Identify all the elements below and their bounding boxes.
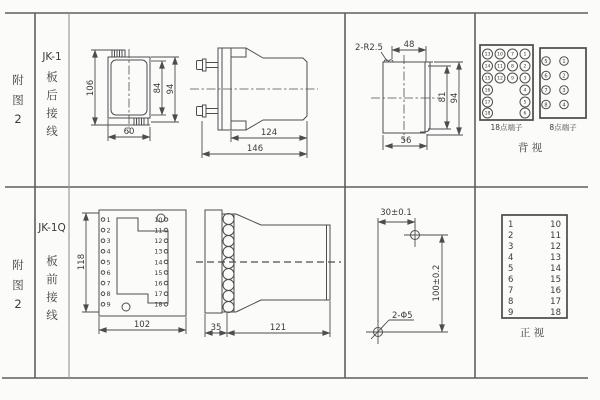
terminal-number: 4 (106, 247, 111, 256)
terminal-number: 13 (484, 52, 491, 58)
wiring-char: 线 (46, 308, 58, 322)
wiring-char: 线 (46, 124, 58, 138)
terminal-number: 6 (523, 111, 527, 117)
table-number: 1 (508, 220, 514, 230)
terminal-number: 4 (523, 88, 527, 94)
table-number: 12 (550, 242, 561, 252)
front-view-label: 正 视 (519, 327, 545, 339)
terminal-block-8-circles (542, 57, 569, 109)
wiring-char: 接 (46, 106, 58, 120)
terminal-number: 5 (544, 58, 548, 65)
table-number: 7 (508, 286, 514, 296)
dim-text: 106 (86, 79, 96, 97)
mounting-hole (122, 303, 130, 311)
terminal-circle (101, 228, 105, 232)
dim-text: 102 (133, 320, 151, 330)
table-number: 9 (508, 308, 514, 318)
dimension-56 (383, 134, 427, 150)
dimension-81 (428, 66, 451, 129)
terminal-number: 13 (154, 247, 163, 256)
dimension-corner-radius (355, 43, 387, 61)
model-name: JK-1Q (38, 222, 66, 234)
terminal-number: 2 (523, 64, 527, 70)
table-number: 4 (508, 253, 514, 263)
terminal-number: 8 (511, 64, 514, 70)
plate-terminals (101, 216, 168, 309)
terminal-number: 16 (154, 279, 163, 288)
dim-text: 56 (400, 136, 412, 146)
wiring-char: 接 (46, 290, 58, 304)
terminal-circle (101, 260, 105, 264)
terminal-screw-column (223, 214, 234, 313)
table-number: 15 (550, 275, 561, 285)
socket-side-drawing (196, 210, 341, 337)
terminal-number: 10 (154, 215, 163, 224)
terminal-circle (164, 292, 168, 296)
terminal-circle (101, 250, 105, 254)
terminal-circle (101, 281, 105, 285)
terminal-number: 11 (497, 64, 503, 70)
terminal-number: 8 (106, 290, 111, 299)
front-terminal-table (502, 215, 567, 339)
terminal-number: 2 (562, 73, 566, 80)
terminal-number: 7 (511, 52, 514, 58)
dimension-118 (77, 213, 99, 312)
figure-char: 附 (12, 258, 24, 272)
terminal-number: 5 (106, 258, 111, 267)
figure-char: 2 (14, 112, 22, 126)
terminal-screw (223, 291, 234, 302)
dimension-30 (378, 208, 415, 222)
terminal-screw (223, 214, 234, 225)
dimension-84 (151, 61, 166, 115)
dimension-102 (99, 317, 186, 334)
terminal-circle (101, 218, 105, 222)
figure-char: 图 (12, 278, 24, 292)
terminal-screw (223, 302, 234, 313)
terminal-block-18-circles (483, 49, 531, 118)
dim-text: 100±0.2 (432, 264, 442, 302)
dim-text: 124 (260, 128, 278, 138)
terminal-number: 1 (562, 58, 566, 65)
terminal-circle (101, 239, 105, 243)
plate-outline (99, 210, 186, 316)
terminal-number: 17 (484, 100, 491, 106)
drilling-plan-drawing (366, 208, 448, 344)
block18-label: 18点端子 (490, 123, 523, 132)
terminal-number: 16 (484, 88, 491, 94)
terminal-number: 15 (484, 76, 491, 82)
hole-callout (371, 311, 414, 339)
dim-text: 2-R2.5 (355, 43, 383, 53)
terminal-number: 4 (562, 102, 566, 109)
drill-hole-top (404, 224, 448, 247)
terminal-screw (223, 280, 234, 291)
wiring-char: 前 (46, 272, 58, 286)
terminal-number: 9 (511, 76, 514, 82)
terminal-number: 11 (154, 226, 163, 235)
figure-label-top (12, 73, 24, 126)
figure-label-bottom (12, 258, 24, 311)
terminal-number: 12 (497, 76, 503, 82)
terminal-number: 3 (523, 76, 527, 82)
terminal-number: 5 (523, 100, 527, 106)
dimension-124 (231, 121, 307, 142)
table-number: 17 (550, 297, 561, 307)
terminal-screw (223, 269, 234, 280)
terminal-number: 1 (523, 52, 527, 58)
row-bottom (12, 208, 567, 344)
table-number: 5 (508, 264, 514, 274)
wiring-char: 板 (46, 70, 58, 84)
model-name: JK-1 (42, 51, 62, 63)
table-number: 11 (550, 231, 561, 241)
terminal-circle (101, 303, 105, 307)
relay-side-view-drawing (190, 48, 318, 158)
table-numbers (508, 220, 561, 318)
terminal-screw (223, 247, 234, 258)
terminal-circle (164, 281, 168, 285)
dim-text: 84 (153, 82, 163, 94)
terminal-screw (223, 225, 234, 236)
table-number: 6 (508, 275, 514, 285)
table-number: 3 (508, 242, 514, 252)
dim-text: 118 (77, 253, 87, 271)
socket-plate-drawing (77, 210, 186, 334)
dimension-106 (86, 50, 150, 125)
dim-text: 2-Φ5 (392, 311, 413, 321)
terminal-number: 14 (484, 64, 491, 70)
dim-text: 35 (210, 323, 222, 333)
dim-text: 121 (269, 323, 287, 333)
dim-text: 94 (166, 83, 176, 95)
terminal-number: 1 (106, 215, 111, 224)
dim-text: 146 (246, 144, 264, 154)
table-number: 16 (550, 286, 561, 296)
terminal-number: 3 (562, 87, 566, 94)
terminal-number: 7 (106, 279, 111, 288)
terminal-screw (223, 236, 234, 247)
terminal-number: 3 (106, 237, 111, 246)
wiring-char: 板 (46, 254, 58, 268)
dimension-100 (432, 235, 442, 332)
dim-text: 94 (450, 92, 460, 104)
dim-text: 81 (438, 91, 448, 103)
terminal-number: 15 (154, 268, 163, 277)
terminal-screw (223, 258, 234, 269)
table-number: 2 (508, 231, 514, 241)
relay-front-view-drawing (86, 49, 179, 141)
row-top (12, 40, 586, 158)
terminal-circle (164, 260, 168, 264)
figure-char: 2 (14, 297, 22, 311)
mounting-bolt-bottom (197, 105, 219, 117)
terminal-circle (101, 292, 105, 296)
terminal-circle (164, 239, 168, 243)
terminal-circle (164, 271, 168, 275)
table-number: 8 (508, 297, 514, 307)
terminal-circle (101, 271, 105, 275)
block8-label: 8点端子 (549, 123, 577, 132)
terminal-number: 2 (106, 226, 111, 235)
relay-profile-drawing (355, 40, 463, 150)
terminal-number: 12 (154, 237, 163, 246)
terminal-number: 7 (544, 87, 548, 94)
figure-char: 附 (12, 73, 24, 87)
terminal-circle (164, 250, 168, 254)
terminal-number: 17 (154, 290, 163, 299)
dim-text: 60 (123, 127, 135, 137)
terminal-hatch-bottom (134, 118, 148, 125)
terminal-number: 18 (154, 300, 163, 309)
rear-view-label: 背 视 (517, 142, 543, 154)
wiring-char: 后 (46, 88, 58, 102)
drill-hole-bottom (366, 320, 448, 344)
table-number: 13 (550, 253, 561, 263)
table-number: 18 (550, 308, 561, 318)
table-number: 10 (550, 220, 561, 230)
model-label-top (41, 51, 61, 138)
dim-text: 30±0.1 (380, 208, 412, 218)
terminal-number: 8 (544, 102, 548, 109)
terminal-number: 18 (484, 111, 491, 117)
mounting-bolt-top (197, 59, 219, 71)
model-label-bottom (37, 222, 66, 322)
dimension-48 (392, 40, 426, 62)
terminal-number: 14 (154, 258, 163, 267)
figure-char: 图 (12, 93, 24, 107)
dim-text: 48 (403, 40, 415, 50)
terminal-hatch-top (112, 50, 125, 57)
terminal-number: 6 (106, 268, 111, 277)
rear-terminal-views (480, 45, 586, 154)
table-number: 14 (550, 264, 561, 274)
dimension-121 (227, 301, 330, 337)
terminal-number: 10 (497, 52, 503, 58)
dimension-35 (205, 313, 227, 337)
terminal-number: 9 (106, 300, 111, 309)
terminal-number: 6 (544, 73, 548, 80)
